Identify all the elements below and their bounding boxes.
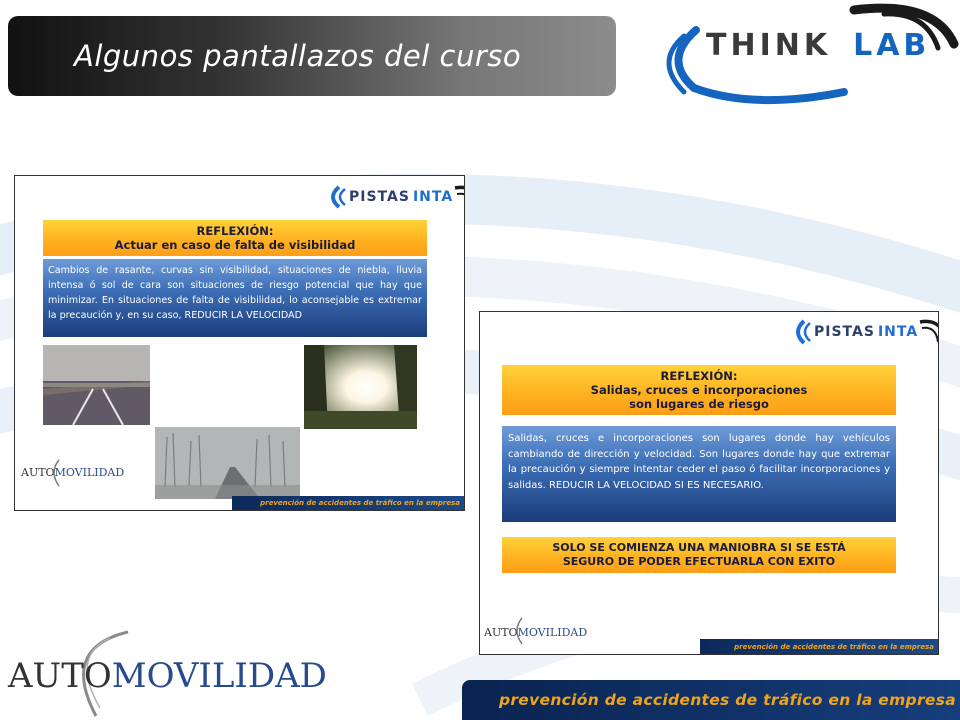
warning-banner	[502, 537, 896, 573]
sun-forest-photo	[304, 345, 417, 429]
reflexion-title: REFLEXIÓN:	[196, 224, 274, 238]
slide-footer: prevención de accidentes de tráfico en la empresa	[700, 639, 938, 654]
inta-text: INTA	[412, 189, 454, 205]
reflexion-header	[502, 365, 896, 415]
auto-text: AUTO	[484, 626, 518, 639]
pistas-arc-icon	[918, 318, 939, 346]
automovilidad-arc-icon	[514, 616, 524, 646]
automovilidad-logo-small	[21, 466, 124, 479]
thinklab-lab-text: LAB	[853, 28, 931, 63]
pistas-text: PISTAS	[349, 189, 410, 205]
inta-text: INTA	[877, 324, 919, 340]
slide-body-text: Salidas, cruces e incorporaciones son lugares donde hay vehículos cambiando de dirección y velocidad. Son lugares donde hay que extremar la precaución y siempre intentar ceder el paso ó facilitar incorporaciones y salidas. REDUCIR LA VELOCIDAD SI ES NECESARIO.	[502, 426, 896, 522]
slide-footer: prevención de accidentes de tráfico en la empresa	[232, 496, 464, 510]
pistas-arc-icon	[453, 184, 465, 210]
thinklab-think-text: THINK	[706, 28, 832, 63]
movilidad-text: MOVILIDAD	[517, 626, 588, 639]
road-photo-1	[43, 345, 150, 425]
slide-thumbnail-2[interactable]	[479, 311, 939, 655]
warning-line-2: SEGURO DE PODER EFECTUARLA CON EXITO	[562, 555, 836, 568]
slide-thumbnail-1[interactable]	[14, 175, 465, 511]
reflexion-title: REFLEXIÓN:	[660, 369, 738, 383]
movilidad-text: MOVILIDAD	[111, 656, 327, 696]
fog-road-photo	[155, 427, 300, 499]
page-title: Algunos pantallazos del curso	[74, 39, 522, 73]
auto-text: AUTO	[8, 656, 112, 696]
reflexion-header	[43, 220, 427, 256]
automovilidad-logo-small	[484, 626, 587, 639]
pistas-inta-logo	[325, 184, 465, 210]
automovilidad-logo	[0, 628, 327, 720]
title-banner	[8, 16, 616, 96]
pistas-swoosh-icon	[790, 318, 814, 346]
automovilidad-arc-icon	[51, 458, 61, 488]
pistas-swoosh-icon	[325, 184, 349, 210]
movilidad-text: MOVILIDAD	[54, 466, 125, 479]
footer-tagline: prevención de accidentes de tráfico en la empresa	[498, 691, 956, 709]
reflexion-line-2: Salidas, cruces e incorporaciones	[590, 383, 808, 397]
pistas-inta-logo	[790, 318, 939, 346]
reflexion-subtitle: Actuar en caso de falta de visibilidad	[114, 238, 356, 252]
footer-bar	[462, 680, 960, 720]
auto-text: AUTO	[21, 466, 55, 479]
warning-line-1: SOLO SE COMIENZA UNA MANIOBRA SI SE ESTÁ	[552, 541, 846, 554]
slide-body-text: Cambios de rasante, curvas sin visibilidad, situaciones de niebla, lluvia intensa ó sol de cara son situaciones de riesgo potencial que hay que minimizar. En situaciones de falta de visibilidad, lo aconsejable es extremar la precaución y, en su caso, REDUCIR LA VELOCIDAD	[43, 259, 427, 337]
reflexion-line-3: son lugares de riesgo	[629, 397, 769, 411]
thinklab-logo	[654, 0, 960, 108]
pistas-text: PISTAS	[814, 324, 875, 340]
